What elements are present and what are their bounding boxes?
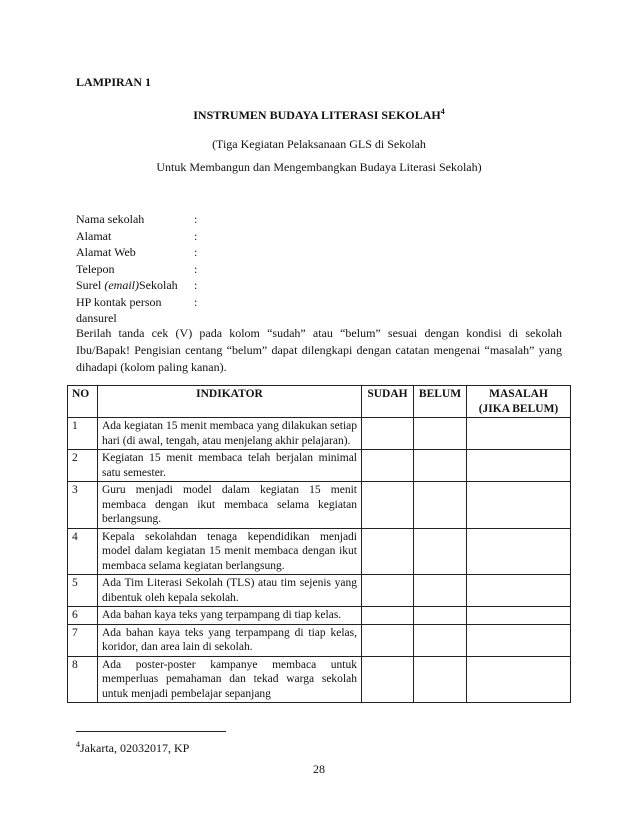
table-header-row (68, 386, 571, 418)
field-row-telepon (76, 261, 204, 278)
instructions-paragraph: Berilah tanda cek (V) pada kolom “sudah” atau “belum” sesuai dengan kondisi di sekolah Ibu/Bapak! Pengisian centang “belum” dapat dilengkapi dengan catatan mengenai “masalah” yang dihadapi (kolom paling kanan). (76, 326, 562, 374)
row-indikator: Kegiatan 15 menit membaca telah berjalan minimal satu semester. (98, 450, 362, 482)
appendix-label: LAMPIRAN 1 (76, 75, 151, 89)
field-label: Telepon (76, 261, 115, 276)
masalah-cell[interactable] (467, 575, 571, 607)
field-label: Alamat Web (76, 245, 136, 259)
header-masalah-line2: (JIKA BELUM) (478, 402, 559, 415)
field-label: HP kontak person (76, 294, 162, 309)
header-masalah-line1: MASALAH (489, 388, 548, 400)
belum-cell[interactable] (414, 607, 467, 625)
row-indikator: Guru menjadi model dalam kegiatan 15 menit membaca dengan ikut membaca selama kegiatan berlangsung. (98, 482, 362, 529)
document-title (0, 107, 638, 123)
header-indikator: INDIKATOR (98, 386, 362, 418)
subtitle-line-2: Untuk Membangun dan Mengembangkan Budaya Literasi Sekolah) (156, 160, 482, 174)
masalah-cell[interactable] (467, 624, 571, 656)
table-row (68, 607, 571, 625)
sudah-cell[interactable] (362, 607, 414, 625)
row-indikator: Ada kegiatan 15 menit membaca yang dilakukan setiap hari (di awal, tengah, atau menjelang akhir pelajaran). (98, 418, 362, 450)
field-row-hp-kontak (76, 294, 204, 311)
footnote-mark: 4 (76, 740, 80, 749)
title-footnote-mark: 4 (440, 107, 445, 116)
field-row-alamat-web (76, 244, 204, 261)
field-label (76, 277, 194, 294)
belum-cell[interactable] (414, 418, 467, 450)
belum-cell[interactable] (414, 528, 467, 575)
table-row (68, 528, 571, 575)
field-label-post: Sekolah (139, 278, 178, 292)
table-row (68, 482, 571, 529)
subtitle-line-1: (Tiga Kegiatan Pelaksanaan GLS di Sekolah (212, 137, 426, 151)
masalah-cell[interactable] (467, 656, 571, 703)
row-indikator: Kepala sekolahdan tenaga kependidikan menjadi model dalam kegiatan 15 menit membaca dengan ikut membaca selama kegiatan berlangsung. (98, 528, 362, 575)
sudah-cell[interactable] (362, 575, 414, 607)
belum-cell[interactable] (414, 482, 467, 529)
masalah-cell[interactable] (467, 607, 571, 625)
row-number: 8 (68, 656, 98, 703)
field-label: dansurel (76, 311, 117, 325)
field-colon: : (194, 278, 198, 292)
row-number: 4 (68, 528, 98, 575)
belum-cell[interactable] (414, 575, 467, 607)
field-label-pre: Surel (76, 278, 105, 292)
page-number: 28 (313, 762, 325, 776)
field-colon: : (194, 228, 198, 243)
field-label: Alamat (76, 228, 112, 243)
row-number: 7 (68, 624, 98, 656)
field-label-em: (email) (104, 278, 139, 292)
sudah-cell[interactable] (362, 482, 414, 529)
row-number: 2 (68, 450, 98, 482)
field-label: Nama sekolah (76, 212, 145, 226)
indicator-table (67, 385, 571, 703)
belum-cell[interactable] (414, 450, 467, 482)
header-sudah: SUDAH (362, 386, 414, 418)
sudah-cell[interactable] (362, 450, 414, 482)
table-row (68, 624, 571, 656)
table-row (68, 450, 571, 482)
footnote-divider (76, 731, 226, 732)
row-indikator: Ada Tim Literasi Sekolah (TLS) atau tim sejenis yang dibentuk oleh kepala sekolah. (98, 575, 362, 607)
table-row (68, 656, 571, 703)
belum-cell[interactable] (414, 624, 467, 656)
masalah-cell[interactable] (467, 450, 571, 482)
school-info-fields (76, 211, 204, 327)
field-row-alamat (76, 228, 204, 245)
field-row-nama-sekolah (76, 211, 204, 228)
field-colon: : (194, 294, 198, 309)
table-row (68, 575, 571, 607)
field-colon: : (194, 261, 198, 276)
masalah-cell[interactable] (467, 418, 571, 450)
row-number: 1 (68, 418, 98, 450)
field-row-surel (76, 277, 204, 294)
field-colon: : (194, 212, 198, 226)
row-indikator: Ada poster-poster kampanye membaca untuk memperluas pemahaman dan tekad warga sekolah untuk menjadi pembelajar sepanjang (98, 656, 362, 703)
belum-cell[interactable] (414, 656, 467, 703)
document-title-text: INSTRUMEN BUDAYA LITERASI SEKOLAH (193, 108, 441, 122)
sudah-cell[interactable] (362, 528, 414, 575)
row-number: 5 (68, 575, 98, 607)
footnote-text: Jakarta, 02032017, KP (80, 741, 190, 755)
sudah-cell[interactable] (362, 418, 414, 450)
sudah-cell[interactable] (362, 656, 414, 703)
row-indikator: Ada bahan kaya teks yang terpampang di tiap kelas, koridor, dan area lain di sekolah. (98, 624, 362, 656)
masalah-cell[interactable] (467, 482, 571, 529)
table-row (68, 418, 571, 450)
row-number: 6 (68, 607, 98, 625)
sudah-cell[interactable] (362, 624, 414, 656)
header-no: NO (68, 386, 98, 418)
field-colon: : (194, 245, 198, 259)
header-belum: BELUM (414, 386, 467, 418)
row-number: 3 (68, 482, 98, 529)
footnote (76, 740, 189, 756)
row-indikator: Ada bahan kaya teks yang terpampang di tiap kelas. (98, 607, 362, 625)
header-masalah (467, 386, 571, 418)
masalah-cell[interactable] (467, 528, 571, 575)
